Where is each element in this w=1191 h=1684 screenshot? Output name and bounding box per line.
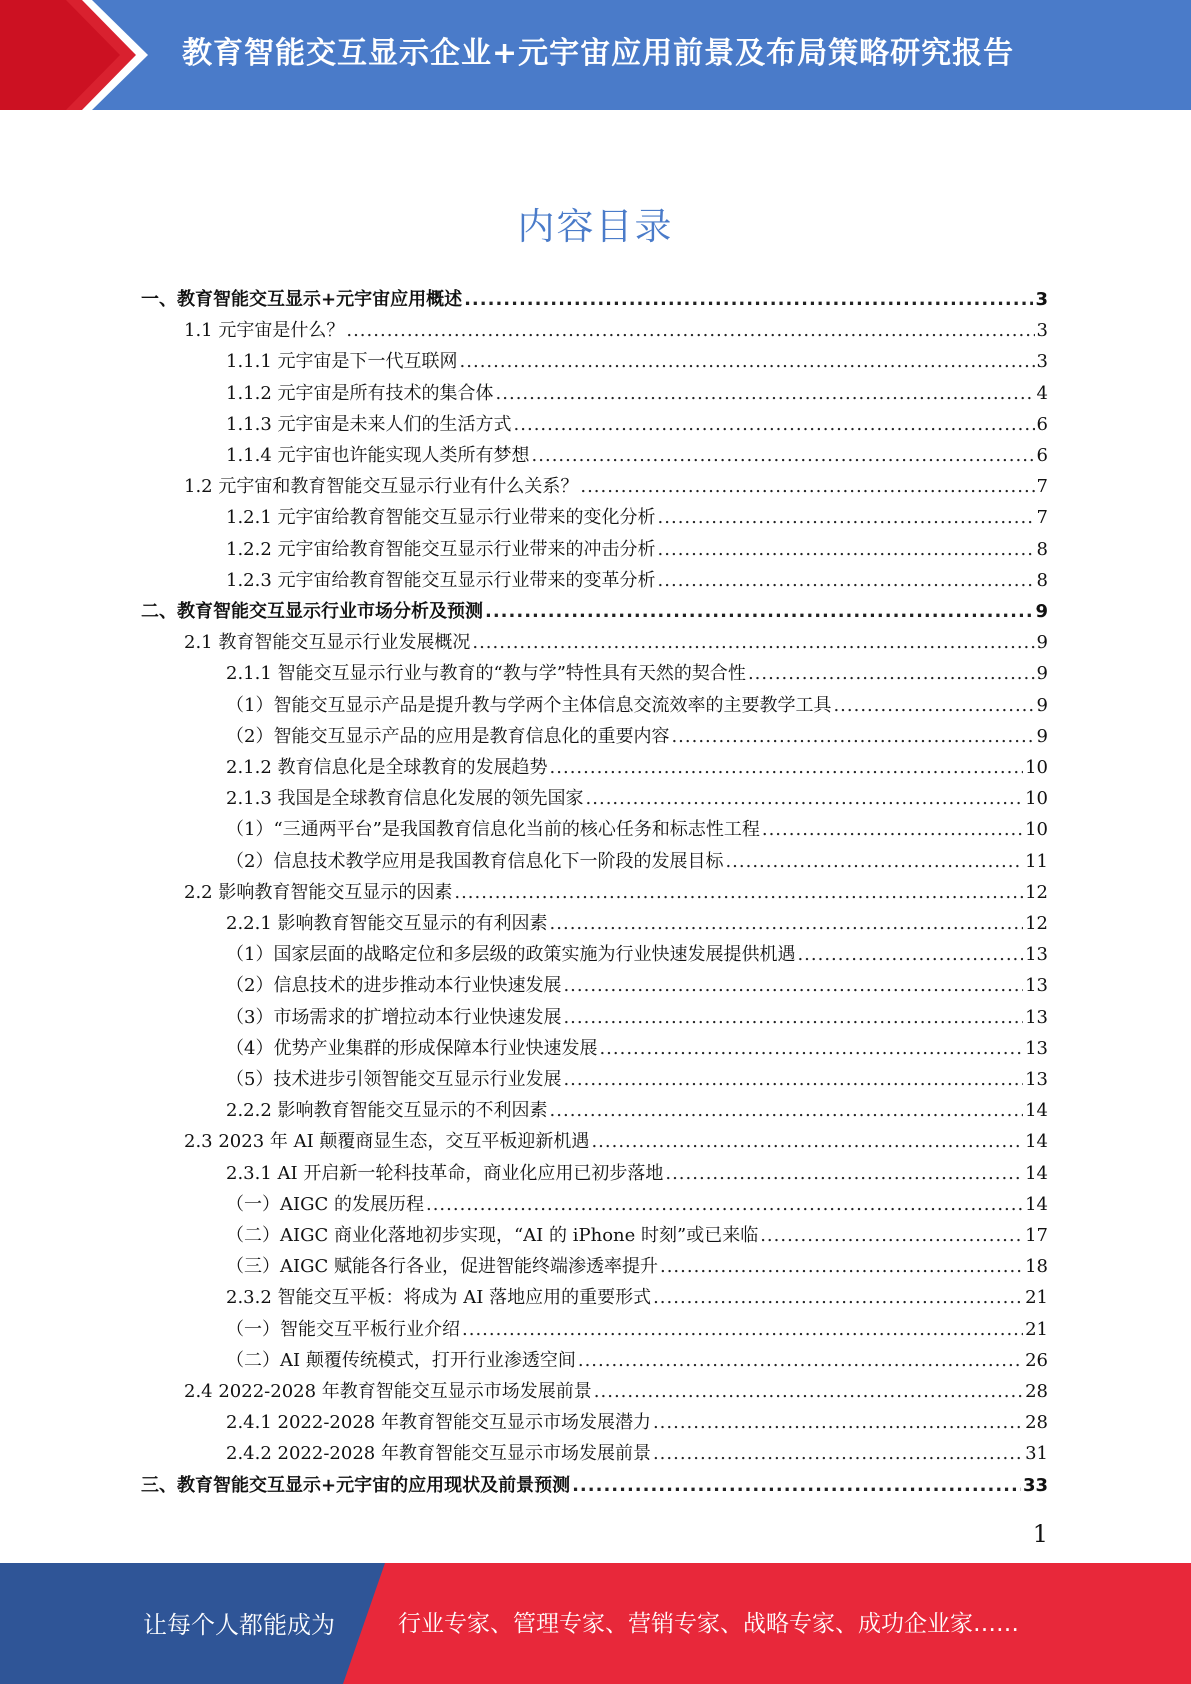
- toc-entry-title: （4）优势产业集群的形成保障本行业快速发展: [226, 1037, 598, 1059]
- toc-leader-dots: [464, 284, 1033, 315]
- toc-leader-dots: [563, 1002, 1023, 1033]
- toc-entry-title: 2.4.1 2022-2028 年教育智能交互显示市场发展潜力: [226, 1412, 651, 1434]
- toc-entry[interactable]: [226, 1314, 1048, 1345]
- toc-entry[interactable]: [226, 939, 1048, 970]
- toc-entry-title: （2）智能交互显示产品的应用是教育信息化的重要内容: [226, 725, 670, 747]
- toc-entry-title: 1.2.1 元宇宙给教育智能交互显示行业带来的变化分析: [226, 507, 656, 529]
- toc-entry-page: 12: [1025, 913, 1048, 934]
- toc-entry-page: 4: [1036, 382, 1048, 404]
- report-header: [0, 0, 1191, 110]
- toc-entry[interactable]: [226, 409, 1048, 440]
- toc-entry-page: 9: [1036, 725, 1048, 747]
- toc-entry[interactable]: [226, 721, 1048, 752]
- toc-entry-title: 2.1 教育智能交互显示行业发展概况: [184, 632, 471, 654]
- toc-leader-dots: [586, 783, 1024, 814]
- toc-entry-page: 13: [1025, 944, 1048, 966]
- toc-entry[interactable]: [226, 1033, 1048, 1064]
- toc-entry-page: 6: [1036, 445, 1048, 466]
- toc-entry-page: 7: [1036, 507, 1048, 529]
- toc-leader-dots: [762, 814, 1023, 845]
- toc-entry[interactable]: [141, 596, 1048, 627]
- toc-leader-dots: [671, 721, 1034, 752]
- toc-leader-dots: [594, 1376, 1023, 1407]
- toc-entry-title: 1.1.4 元宇宙也许能实现人类所有梦想: [226, 445, 530, 466]
- toc-entry-page: 9: [1036, 663, 1048, 685]
- toc-leader-dots: [658, 565, 1035, 596]
- toc-entry-page: 31: [1025, 1443, 1048, 1465]
- toc-entry-title: （1）智能交互显示产品是提升教与学两个主体信息交流效率的主要教学工具: [226, 694, 832, 716]
- toc-entry-page: 10: [1025, 788, 1048, 810]
- toc-leader-dots: [472, 627, 1034, 658]
- toc-entry-page: 14: [1025, 1193, 1048, 1215]
- toc-entry-page: 3: [1036, 351, 1048, 373]
- toc-leader-dots: [653, 1407, 1023, 1438]
- toc-entry[interactable]: [226, 1438, 1048, 1469]
- toc-entry[interactable]: [184, 1126, 1048, 1157]
- toc-entry-title: （2）信息技术教学应用是我国教育信息化下一阶段的发展目标: [226, 850, 724, 872]
- toc-leader-dots: [658, 502, 1035, 533]
- toc-entry[interactable]: [184, 627, 1048, 658]
- toc-entry-title: 三、教育智能交互显示+元宇宙的应用现状及前景预测: [141, 1474, 571, 1496]
- toc-entry[interactable]: [226, 970, 1048, 1001]
- toc-leader-dots: [550, 752, 1024, 783]
- toc-leader-dots: [532, 440, 1035, 471]
- toc-entry-title: 二、教育智能交互显示行业市场分析及预测: [141, 601, 483, 622]
- toc-entry[interactable]: [184, 471, 1048, 502]
- toc-entry-title: 2.1.2 教育信息化是全球教育的发展趋势: [226, 757, 548, 778]
- header-red-arrow-icon: [0, 0, 160, 110]
- toc-leader-dots: [599, 1033, 1023, 1064]
- toc-leader-dots: [563, 1064, 1023, 1095]
- toc-entry-page: 14: [1025, 1131, 1048, 1153]
- toc-entry-page: 12: [1025, 881, 1048, 903]
- toc-entry-page: 7: [1036, 476, 1048, 498]
- toc-entry-title: 1.1 元宇宙是什么？: [184, 320, 345, 342]
- toc-entry[interactable]: [184, 1376, 1048, 1407]
- toc-leader-dots: [725, 846, 1023, 877]
- toc-entry-title: （3）市场需求的扩增拉动本行业快速发展: [226, 1006, 562, 1028]
- toc-entry[interactable]: [226, 534, 1048, 565]
- toc-entry[interactable]: [226, 1095, 1048, 1126]
- toc-entry[interactable]: [226, 908, 1048, 939]
- toc-entry[interactable]: [226, 658, 1048, 689]
- toc-entry[interactable]: [141, 284, 1048, 315]
- toc-entry-title: 2.2.2 影响教育智能交互显示的不利因素: [226, 1100, 548, 1122]
- toc-entry-page: 3: [1036, 320, 1048, 342]
- toc-entry[interactable]: [226, 1345, 1048, 1376]
- toc-entry[interactable]: [226, 690, 1048, 721]
- toc-entry-page: 11: [1025, 850, 1048, 872]
- toc-entry[interactable]: [226, 814, 1048, 845]
- toc-entry-title: 2.3.1 AI 开启新一轮科技革命，商业化应用已初步落地: [226, 1162, 664, 1184]
- toc-entry-title: 1.2.3 元宇宙给教育智能交互显示行业带来的变革分析: [226, 569, 656, 591]
- toc-entry-page: 10: [1025, 757, 1048, 778]
- toc-entry-page: 21: [1025, 1287, 1048, 1309]
- toc-entry[interactable]: [226, 1002, 1048, 1033]
- toc-entry-title: 1.2 元宇宙和教育智能交互显示行业有什么关系？: [184, 476, 579, 498]
- toc-entry-title: 1.1.2 元宇宙是所有技术的集合体: [226, 382, 494, 404]
- toc-entry[interactable]: [226, 1407, 1048, 1438]
- toc-leader-dots: [580, 471, 1034, 502]
- toc-leader-dots: [797, 939, 1023, 970]
- toc-leader-dots: [653, 1438, 1023, 1469]
- toc-leader-dots: [653, 1282, 1023, 1313]
- toc-entry-page: 8: [1036, 569, 1048, 591]
- toc-entry-title: （一）AIGC 的发展历程: [226, 1193, 424, 1215]
- toc-entry[interactable]: [226, 346, 1048, 377]
- toc-entry[interactable]: [226, 378, 1048, 409]
- toc-leader-dots: [460, 346, 1035, 377]
- toc-entry-title: （1）“三通两平台”是我国教育信息化当前的核心任务和标志性工程: [226, 819, 760, 841]
- toc-entry[interactable]: [226, 846, 1048, 877]
- toc-leader-dots: [485, 596, 1033, 627]
- toc-entry[interactable]: [184, 877, 1048, 908]
- toc-entry-page: 8: [1036, 538, 1048, 560]
- toc-entry[interactable]: [226, 783, 1048, 814]
- toc-leader-dots: [658, 534, 1035, 565]
- toc-entry[interactable]: [226, 1282, 1048, 1313]
- toc-entry-title: 2.3.2 智能交互平板：将成为 AI 落地应用的重要形式: [226, 1287, 652, 1309]
- toc-entry-title: （二）AIGC 商业化落地初步实现，“AI 的 iPhone 时刻”或已来临: [226, 1225, 759, 1246]
- report-title: 教育智能交互显示企业+元宇宙应用前景及布局策略研究报告: [182, 36, 1015, 71]
- toc-entry[interactable]: [226, 1189, 1048, 1220]
- toc-entry-page: 13: [1025, 1069, 1048, 1090]
- toc-leader-dots: [496, 378, 1035, 409]
- toc-entry-page: 6: [1036, 413, 1048, 435]
- toc-leader-dots: [665, 1158, 1023, 1189]
- toc-entry[interactable]: [226, 565, 1048, 596]
- toc-entry-title: （2）信息技术的进步推动本行业快速发展: [226, 975, 562, 997]
- toc-leader-dots: [462, 1314, 1023, 1345]
- toc-entry-title: 一、教育智能交互显示+元宇宙应用概述: [141, 289, 463, 310]
- toc-entry-page: 9: [1035, 601, 1048, 622]
- toc-leader-dots: [591, 1126, 1023, 1157]
- toc-entry[interactable]: [226, 1251, 1048, 1282]
- toc-entry-title: （1）国家层面的战略定位和多层级的政策实施为行业快速发展提供机遇: [226, 944, 796, 966]
- toc-title: 内容目录: [517, 205, 674, 248]
- toc-leader-dots: [572, 1470, 1021, 1501]
- report-footer: [0, 1563, 1191, 1684]
- toc-entry-title: 2.1.1 智能交互显示行业与教育的“教与学”特性具有天然的契合性: [226, 663, 746, 685]
- toc-entry-page: 13: [1025, 1037, 1048, 1059]
- toc-entry-title: （三）AIGC 赋能各行各业，促进智能终端渗透率提升: [226, 1256, 658, 1278]
- toc-entry-page: 28: [1025, 1381, 1048, 1402]
- toc-entry-title: （5）技术进步引领智能交互显示行业发展: [226, 1069, 562, 1090]
- toc-leader-dots: [514, 409, 1035, 440]
- toc-entry-page: 13: [1025, 1006, 1048, 1028]
- toc-entry[interactable]: [184, 315, 1048, 346]
- toc-entry-page: 28: [1025, 1412, 1048, 1434]
- toc-leader-dots: [578, 1345, 1023, 1376]
- toc-entry-title: （二）AI 颠覆传统模式，打开行业渗透空间: [226, 1349, 576, 1371]
- toc-leader-dots: [346, 315, 1034, 346]
- toc-entry-page: 3: [1035, 289, 1048, 310]
- toc-entry-title: 1.2.2 元宇宙给教育智能交互显示行业带来的冲击分析: [226, 538, 656, 560]
- toc-entry-page: 14: [1025, 1162, 1048, 1184]
- toc-entry-page: 9: [1036, 694, 1048, 716]
- toc-entry-page: 21: [1025, 1318, 1048, 1340]
- toc-entry-title: 2.4 2022-2028 年教育智能交互显示市场发展前景: [184, 1381, 592, 1402]
- toc-entry-title: 2.2 影响教育智能交互显示的因素: [184, 881, 453, 903]
- toc-entry-page: 18: [1025, 1256, 1048, 1278]
- toc-entry-page: 10: [1025, 819, 1048, 841]
- toc-leader-dots: [563, 970, 1023, 1001]
- toc-entry[interactable]: [226, 502, 1048, 533]
- toc-entry-page: 17: [1025, 1225, 1048, 1246]
- toc-entry[interactable]: [141, 1470, 1048, 1501]
- toc-leader-dots: [748, 658, 1035, 689]
- toc-entry-page: 26: [1025, 1349, 1048, 1371]
- toc-entry-title: 1.1.1 元宇宙是下一代互联网: [226, 351, 458, 373]
- toc-entry-page: 33: [1022, 1474, 1048, 1496]
- toc-entry-page: 13: [1025, 975, 1048, 997]
- toc-entry[interactable]: [226, 1064, 1048, 1095]
- toc-entry-title: 2.1.3 我国是全球教育信息化发展的领先国家: [226, 788, 584, 810]
- toc-entry-title: 1.1.3 元宇宙是未来人们的生活方式: [226, 413, 512, 435]
- toc-leader-dots: [454, 877, 1023, 908]
- footer-expert-list: 行业专家、管理专家、营销专家、战略专家、成功企业家……: [398, 1611, 1019, 1637]
- toc-entry-title: 2.2.1 影响教育智能交互显示的有利因素: [226, 913, 548, 934]
- page-number: 1: [1032, 1520, 1048, 1548]
- toc-entry-title: 2.4.2 2022-2028 年教育智能交互显示市场发展前景: [226, 1443, 651, 1465]
- toc-leader-dots: [550, 908, 1024, 939]
- toc-entry-title: 2.3 2023 年 AI 颠覆商显生态，交互平板迎新机遇: [184, 1131, 590, 1153]
- toc-leader-dots: [833, 690, 1034, 721]
- toc-entry[interactable]: [226, 1158, 1048, 1189]
- toc-leader-dots: [660, 1251, 1023, 1282]
- toc-leader-dots: [550, 1095, 1024, 1126]
- toc-entry[interactable]: [226, 1220, 1048, 1251]
- toc-leader-dots: [760, 1220, 1023, 1251]
- toc-entry-page: 9: [1036, 632, 1048, 654]
- toc-entry-page: 14: [1025, 1100, 1048, 1122]
- footer-slogan: 让每个人都能成为: [143, 1611, 335, 1639]
- toc-entry[interactable]: [226, 440, 1048, 471]
- toc-entry-title: （一）智能交互平板行业介绍: [226, 1318, 460, 1340]
- toc-entry[interactable]: [226, 752, 1048, 783]
- toc-leader-dots: [426, 1189, 1023, 1220]
